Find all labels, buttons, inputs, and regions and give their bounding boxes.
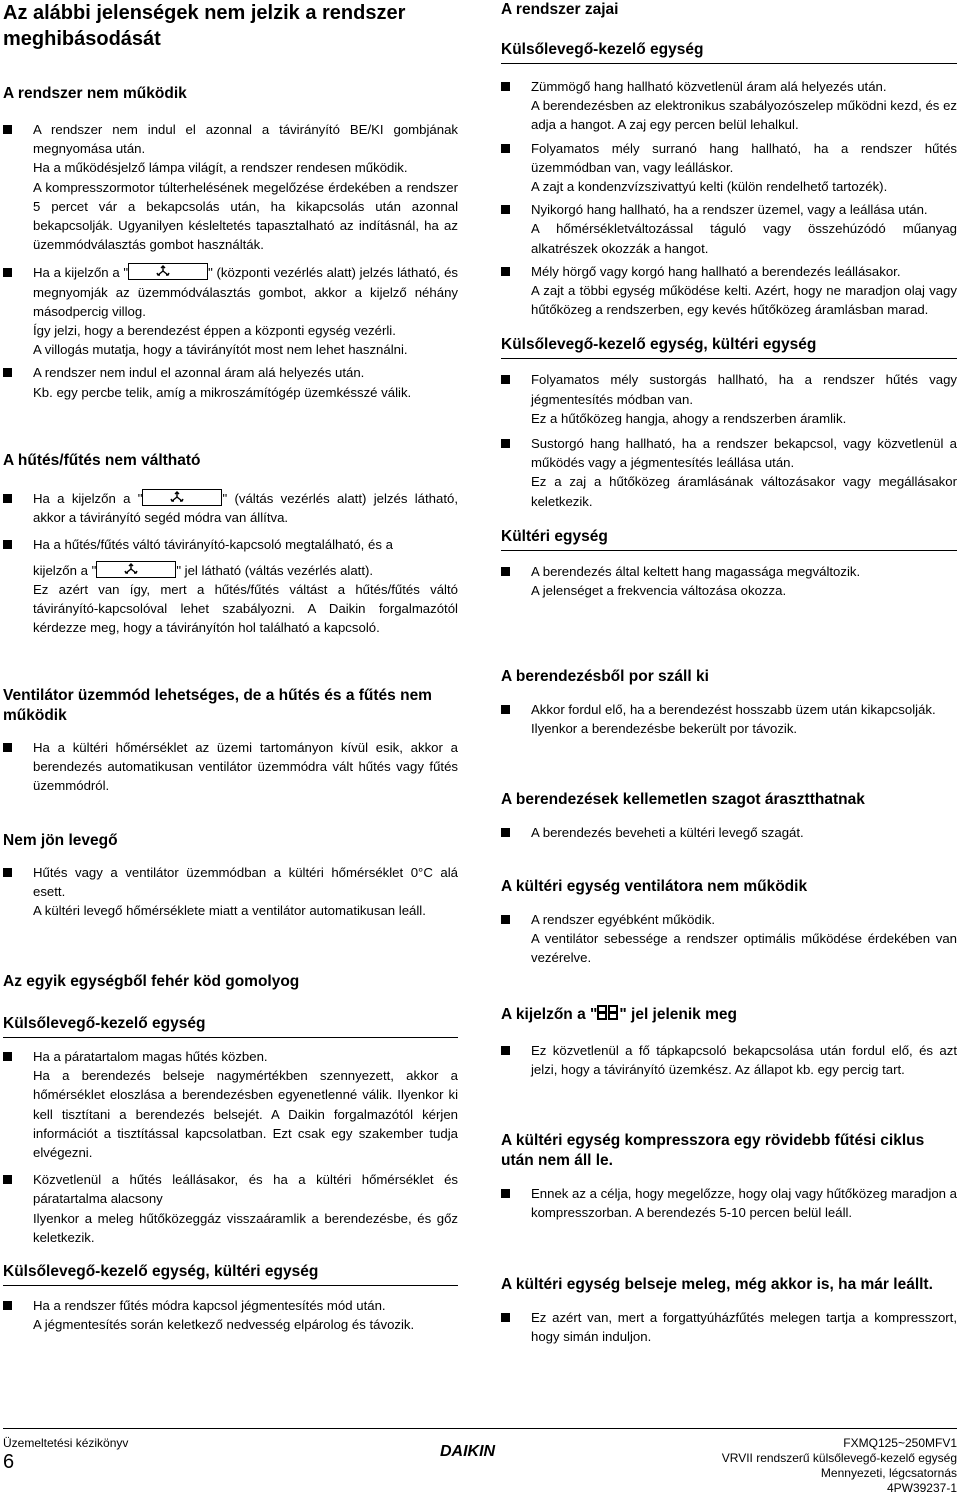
item-text: Sustorgó hang hallható, ha a rendszer bekapcsol, vagy közvetlenül a működés vagy a jégmentesítés leállása után. <box>531 436 957 471</box>
segment-88-icon <box>597 1005 619 1027</box>
bullet-icon <box>3 494 12 503</box>
item-text: Ez azért van, mert a forgattyúházfűtés melegen tartja a kompresszort, hogy simán induljon. <box>531 1310 957 1345</box>
list-item <box>501 910 957 968</box>
section-heading <box>501 1005 957 1027</box>
footer-left <box>3 1436 128 1473</box>
bullet-icon <box>501 82 510 91</box>
item-text: Nyikorgó hang hallható, ha a rendszer üzemel, vagy a leállása után. <box>531 202 928 218</box>
list-item <box>501 77 957 135</box>
list-item <box>3 535 458 637</box>
section-odour <box>501 790 957 842</box>
item-text: Így jelzi, hogy a berendezést éppen a központi egység vezérli. <box>33 323 396 339</box>
section-cool-heat-switch <box>3 451 458 637</box>
item-text: Ez azért van így, mert a hűtés/fűtés váltást a hűtés/fűtés váltó távirányító-kapcsolóval lehet szabályozni. A Daikin forgalmazótól kérdezze meg, hogy a távirányítón hol található a kapcsoló. <box>33 581 458 636</box>
item-text: A rendszer nem indul el azonnal áram alá helyezés után. <box>33 365 365 381</box>
heading-text: A kijelzőn a " <box>501 1006 598 1023</box>
item-text: Folyamatos mély surranó hang hallható, ha a rendszer hűtés üzemmódban van, vagy leálláskor. <box>531 140 957 175</box>
item-text: Hűtés vagy a ventilátor üzemmódban a kültéri hőmérséklet 0°C alá esett. <box>33 865 458 900</box>
central-control-display-icon <box>128 263 208 280</box>
page-number: 6 <box>3 1451 15 1473</box>
manual-label: Üzemeltetési kézikönyv <box>3 1436 129 1450</box>
bullet-icon <box>3 868 12 877</box>
bullet-icon <box>501 375 510 384</box>
list-item <box>501 1308 957 1346</box>
item-text: kijelzőn a " <box>33 562 97 578</box>
document-code: 4PW39237-1 <box>886 1481 957 1495</box>
item-text: Ha a rendszer fűtés módra kapcsol jégmentesítés mód után. <box>33 1298 386 1314</box>
list-item <box>3 863 458 921</box>
bullet-icon <box>501 705 510 714</box>
section-outdoor-fan <box>501 877 957 968</box>
section-fan-mode <box>3 686 458 796</box>
section-heading: A berendezésből por száll ki <box>501 668 709 685</box>
divider <box>501 358 957 359</box>
item-text: Ilyenkor a berendezésbe bekerült por távozik. <box>531 721 798 737</box>
section-heading: Az egyik egységből fehér köd gomolyog <box>3 973 300 990</box>
item-text: Ez közvetlenül a fő tápkapcsoló bekapcsolása után fordul elő, és azt jelzi, hogy a távirányító üzemkész. Az állapot kb. egy percig tart. <box>531 1043 957 1078</box>
list-item <box>3 1296 458 1334</box>
item-text: Mély hörgő vagy korgó hang hallható a berendezés leállásakor. <box>531 263 901 279</box>
item-text: Ez a hűtőközeg hangja, ahogy a rendszerben áramlik. <box>531 410 847 426</box>
item-text: Ennek az a célja, hogy megelőzze, hogy olaj vagy hűtőközeg maradjon a kompresszorban. A berendezés 5-10 percen belül leáll. <box>531 1186 957 1221</box>
section-heading: A kültéri egység kompresszora egy rövidebb fűtési ciklus után nem áll le. <box>501 1132 925 1169</box>
item-text: A rendszer egyébként működik. <box>531 912 715 927</box>
list-item <box>501 434 957 511</box>
subsection-heading: Külsőlevegő-kezelő egység <box>501 41 704 58</box>
left-column <box>3 0 458 1333</box>
list-item <box>3 120 458 254</box>
item-text: A rendszer nem indul el azonnal a távirányító BE/KI gombjának megnyomása után. <box>33 122 458 157</box>
subsection-heading: Kültéri egység <box>501 527 608 545</box>
bullet-icon <box>3 743 12 752</box>
list-item <box>501 1184 957 1222</box>
item-text: Ha a kültéri hőmérséklet az üzemi tartományon kívül esik, akkor a berendezés automatikusan ventilátor üzemmódra vált hűtés vagy fűtés üzemmódról. <box>33 740 458 794</box>
list-item <box>3 738 458 796</box>
bullet-icon <box>3 1175 12 1184</box>
divider <box>501 63 957 64</box>
bullet-icon <box>3 540 12 549</box>
item-text: Ez a zaj a hűtőközeg áramlásának változásakor vagy megállásakor keletkezik. <box>531 474 957 509</box>
item-text: Folyamatos mély sustorgás hallható, ha a rendszer hűtés vagy jégmentesítés módban van. <box>531 372 957 407</box>
section-display-88 <box>501 1005 957 1079</box>
item-text: A zajt a többi egység működése kelti. Azért, hogy ne maradjon olaj vagy hűtőközeg a rendszerben, egy kevés hűtőközeg áramlásban marad. <box>531 283 957 318</box>
divider <box>501 550 957 551</box>
item-text: A berendezésben az elektronikus szabályozószelep működni kezd, és ez adja a hangot. A zaj egy percen belül lehalkul. <box>531 98 957 133</box>
item-text: Ha a berendezés belseje nagymértékben szennyezett, akkor a hőmérséklet eloszlása a berendezésben egyenetlenné válik. Ilyenkor ki kell tisztítani a berendezés belsejét. A Daikin forgalmazótól kérjen információt a tisztítással kapcsolatban. Ezt csak egy szakember tudja elvégezni. <box>33 1068 458 1161</box>
footer-divider <box>3 1428 957 1429</box>
bullet-icon <box>501 267 510 276</box>
subsection-heading: Külsőlevegő-kezelő egység <box>3 1015 206 1032</box>
list-item <box>501 823 957 842</box>
list-item <box>3 489 458 527</box>
list-item <box>501 262 957 320</box>
bullet-icon <box>501 567 510 576</box>
item-text: Ha a hűtés/fűtés váltó távirányító-kapcsoló megtalálható, és a <box>33 537 393 553</box>
section-compressor <box>501 1131 957 1222</box>
item-text: " (váltás vezérlés alatt) jelzés látható, akkor a távirányító segéd módra van állítva. <box>33 491 458 526</box>
item-text: A berendezés által keltett hang magassága megváltozik. <box>531 563 861 579</box>
daikin-logo <box>440 1440 520 1465</box>
list-item <box>3 363 458 401</box>
item-text: A berendezés beveheti a kültéri levegő szagát. <box>531 825 804 840</box>
item-text: A hőmérsékletváltozással táguló vagy összehúzódó műanyag alkatrészek okozzák a hangot. <box>531 221 957 256</box>
bullet-icon <box>501 144 510 153</box>
list-item <box>3 1047 458 1162</box>
logo-text: DAIKIN <box>440 1443 496 1460</box>
item-text: Közvetlenül a hűtés leállásakor, és ha a kültéri hőmérséklet és páratartalma alacsony <box>33 1172 458 1207</box>
item-text: A jégmentesítés során keletkező nedvesség elpárolog és távozik. <box>33 1317 415 1333</box>
bullet-icon <box>3 1052 12 1061</box>
product-line: VRVII rendszerű külsőlevegő-kezelő egység <box>721 1451 957 1465</box>
section-heading: A rendszer nem működik <box>3 85 187 102</box>
item-text: A villogás mutatja, hogy a távirányítót most nem lehet használni. <box>33 342 408 358</box>
item-text: Kb. egy percbe telik, amíg a mikroszámítógép üzemkésszé válik. <box>33 384 412 400</box>
bullet-icon <box>501 1189 510 1198</box>
item-text: A kültéri levegő hőmérséklete miatt a ventilátor automatikusan leáll. <box>33 903 426 919</box>
item-text: " jel látható (váltás vezérlés alatt). <box>176 562 374 578</box>
section-no-air <box>3 831 458 921</box>
switch-control-display-icon <box>96 561 176 578</box>
subsection-heading: Külsőlevegő-kezelő egység, kültéri egység <box>3 1263 319 1281</box>
divider <box>3 1037 458 1038</box>
model-number: FXMQ125~250MFV1 <box>843 1436 957 1450</box>
list-item <box>501 562 957 600</box>
list-item <box>501 370 957 428</box>
list-item <box>3 1170 458 1247</box>
section-system-noises <box>501 0 957 600</box>
section-heading: Ventilátor üzemmód lehetséges, de a hűtés és a fűtés nem működik <box>3 687 432 724</box>
list-item <box>501 1041 957 1079</box>
switch-control-display-icon <box>142 489 222 506</box>
item-text: A kompresszormotor túlterhelésének megelőzése érdekében a rendszer 5 percet vár a bekapcsolás után, ha kikapcsolás után azonnal bekapcsolják. Ugyanilyen késleltetés tapasztalható az indításnál, ha az üzemmódválasztás gombot használták. <box>33 179 458 253</box>
list-item <box>3 263 458 359</box>
heading-text: " jel jelenik meg <box>619 1006 737 1023</box>
section-heading: A kültéri egység belseje meleg, még akkor is, ha már leállt. <box>501 1276 933 1293</box>
item-text: A ventilátor sebessége a rendszer optimális működése érdekében van vezérelve. <box>531 931 957 966</box>
bullet-icon <box>3 268 12 277</box>
list-item <box>501 200 957 258</box>
section-heading: A hűtés/fűtés nem váltható <box>3 452 201 469</box>
product-type: Mennyezeti, légcsatornás <box>820 1466 957 1480</box>
bullet-icon <box>501 828 510 837</box>
item-text: Ha a kijelzőn a " <box>33 265 129 281</box>
item-text: Ha a működésjelző lámpa világít, a rendszer rendesen működik. <box>33 160 408 176</box>
section-outdoor-warm <box>501 1275 957 1346</box>
page-title: Az alábbi jelenségek nem jelzik a rendszer meghibásodását <box>3 2 406 50</box>
section-heading: A kültéri egység ventilátora nem működik <box>501 878 808 895</box>
section-dust <box>501 667 957 738</box>
bullet-icon <box>501 1046 510 1055</box>
section-heading: Nem jön levegő <box>3 832 118 849</box>
item-text: Zümmögő hang hallható közvetlenül áram alá helyezés után. <box>531 79 887 94</box>
item-text: " (központi vezérlés alatt) jelzés látható, és megnyomják az üzemmódválasztás gombot, akkor a kijelző néhány másodpercig villog. <box>33 265 458 319</box>
bullet-icon <box>501 1313 510 1322</box>
bullet-icon <box>501 915 510 924</box>
divider <box>3 1285 458 1286</box>
section-heading: A berendezések kellemetlen szagot árasztthatnak <box>501 791 865 808</box>
section-heading: A rendszer zajai <box>501 1 619 18</box>
section-system-not-working <box>3 84 458 402</box>
bullet-icon <box>3 1301 12 1310</box>
item-text: Ha a kijelzőn a " <box>33 491 143 506</box>
item-text: Ilyenkor a meleg hűtőközeggáz visszaáramlik a berendezésbe, és gőz keletkezik. <box>33 1210 458 1245</box>
item-text: A zajt a kondenzvízszivattyú kelti (külön rendelhető tartozék). <box>531 179 888 195</box>
item-text: Akkor fordul elő, ha a berendezést hosszabb üzem után kikapcsolják. <box>531 702 936 717</box>
section-white-mist <box>3 972 458 1334</box>
bullet-icon <box>501 439 510 448</box>
bullet-icon <box>3 125 12 134</box>
bullet-icon <box>3 368 12 377</box>
item-text: A jelenséget a frekvencia változása okozza. <box>531 583 787 599</box>
footer-right <box>722 1436 957 1496</box>
item-text: Ha a páratartalom magas hűtés közben. <box>33 1049 268 1064</box>
list-item <box>501 139 957 197</box>
bullet-icon <box>501 205 510 214</box>
list-item <box>501 700 957 738</box>
subsection-heading: Külsőlevegő-kezelő egység, kültéri egység <box>501 336 817 354</box>
